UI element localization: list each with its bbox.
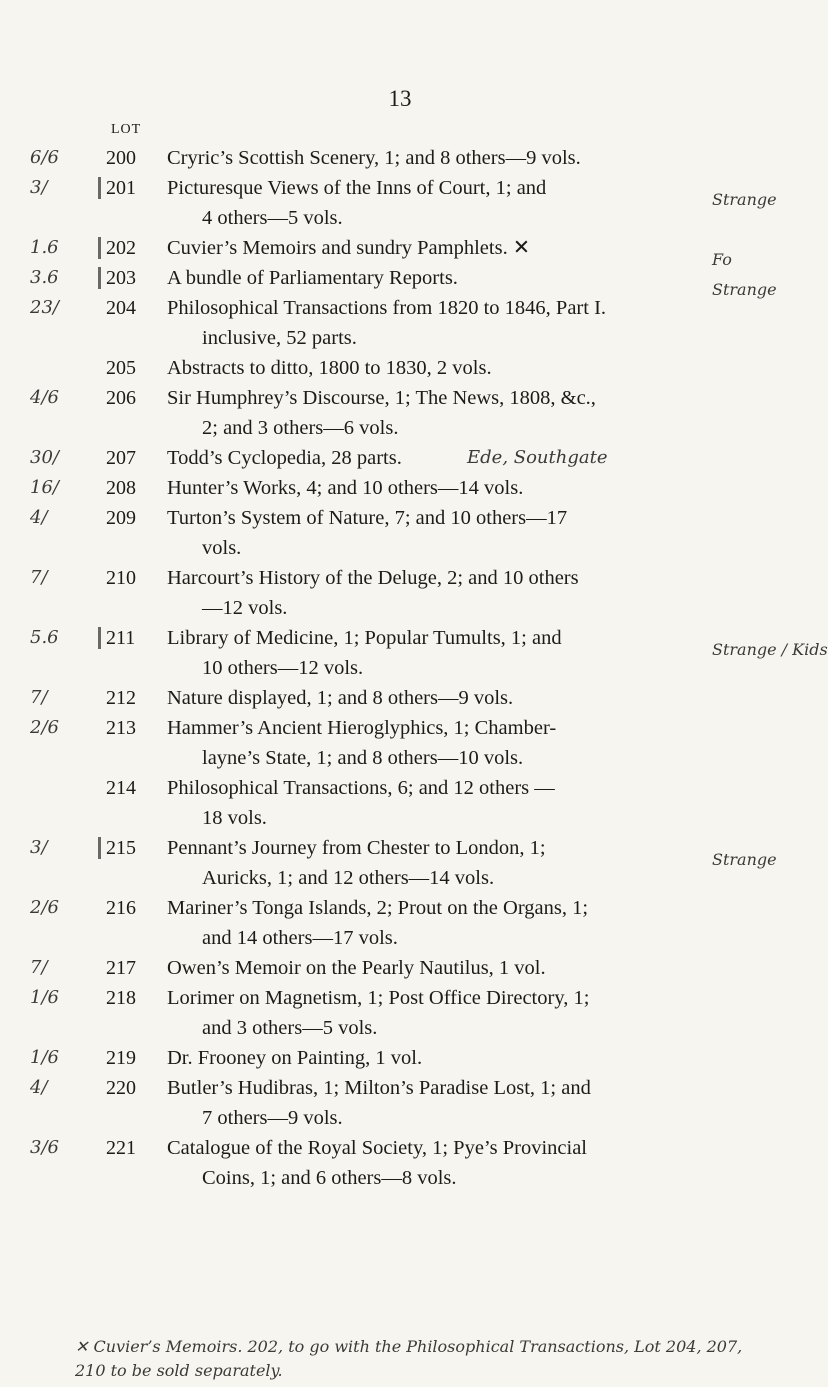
lot-description-line: Todd’s Cyclopedia, 28 parts. — [167, 447, 402, 469]
lot-number: 214 — [106, 777, 136, 799]
lot-description-line: —12 vols. — [202, 597, 288, 619]
lot-description-line: Philosophical Transactions from 1820 to 1846, Part I. — [167, 297, 607, 319]
lot-number: 215 — [106, 837, 136, 859]
lot-description-line: Abstracts to ditto, 1800 to 1830, 2 vols. — [167, 357, 492, 379]
lot-description-line: Owen’s Memoir on the Pearly Nautilus, 1 vol. — [167, 957, 546, 979]
lot-description-line: 7 others—9 vols. — [202, 1107, 343, 1129]
handwritten-price: 16/ — [30, 477, 59, 498]
handwritten-price: 4/ — [30, 507, 48, 528]
page-number: 13 — [388, 86, 412, 111]
lot-description-line: Philosophical Transactions, 6; and 12 others — — [167, 777, 555, 799]
lot-description — [167, 143, 722, 173]
lot-description — [167, 983, 722, 1043]
lot-number: 220 — [106, 1077, 136, 1099]
handwritten-price: 5.6 — [30, 627, 59, 648]
lot-description — [167, 353, 722, 383]
handwritten-price: 3.6 — [30, 267, 59, 288]
handwritten-price: 3/6 — [30, 1137, 59, 1158]
lot-description-line: Dr. Frooney on Painting, 1 vol. — [167, 1047, 423, 1069]
lot-number: 209 — [106, 507, 136, 529]
ink-bracket — [98, 837, 101, 859]
lot-description — [167, 1073, 722, 1133]
lot-description — [167, 833, 722, 893]
ink-bracket — [98, 237, 101, 259]
lot-number: 202 — [106, 237, 136, 259]
lot-description-line: Harcourt’s History of the Deluge, 2; and 10 others — [167, 567, 579, 589]
handwritten-price: 1.6 — [30, 237, 59, 258]
lot-description-line: Auricks, 1; and 12 others—14 vols. — [202, 867, 495, 889]
lot-number: 218 — [106, 987, 136, 1009]
handwritten-price: 1/6 — [30, 987, 59, 1008]
lot-description — [167, 293, 722, 353]
lot-number: 201 — [106, 177, 136, 199]
handwritten-price: 23/ — [30, 297, 59, 318]
lot-number: 203 — [106, 267, 136, 289]
lot-description-line: 18 vols. — [202, 807, 267, 829]
lot-description-line: and 3 others—5 vols. — [202, 1017, 378, 1039]
lot-description-line: Sir Humphrey’s Discourse, 1; The News, 1808, &c., — [167, 387, 596, 409]
lot-description-line: Mariner’s Tonga Islands, 2; Prout on the Organs, 1; — [167, 897, 589, 919]
lot-description-line: Cryric’s Scottish Scenery, 1; and 8 others—9 vols. — [167, 147, 581, 169]
lot-description-line: Library of Medicine, 1; Popular Tumults, 1; and — [167, 627, 562, 649]
handwritten-buyer-name: Fo — [712, 250, 732, 269]
lot-number: 206 — [106, 387, 136, 409]
lot-description — [167, 1133, 722, 1193]
lot-description-line: layne’s State, 1; and 8 others—10 vols. — [202, 747, 524, 769]
lot-description-line: 10 others—12 vols. — [202, 657, 364, 679]
handwritten-price: 3/ — [30, 837, 48, 858]
lot-description-line: A bundle of Parliamentary Reports. — [167, 267, 458, 289]
lot-description-line: Coins, 1; and 6 others—8 vols. — [202, 1167, 457, 1189]
lot-description-line: Catalogue of the Royal Society, 1; Pye’s Provincial — [167, 1137, 587, 1159]
lot-number: 200 — [106, 147, 136, 169]
lot-column-header: LOT — [111, 122, 142, 137]
handwritten-price: 7/ — [30, 957, 48, 978]
lot-description — [167, 443, 722, 473]
lot-number: 205 — [106, 357, 136, 379]
lot-description-line: Pennant’s Journey from Chester to London, 1; — [167, 837, 546, 859]
lot-description — [167, 263, 722, 293]
handwritten-price: 6/6 — [30, 147, 59, 168]
lot-number: 221 — [106, 1137, 136, 1159]
handwritten-price: 4/6 — [30, 387, 59, 408]
lot-number: 208 — [106, 477, 136, 499]
lot-description — [167, 1043, 722, 1073]
lot-number: 207 — [106, 447, 136, 469]
lot-description-line: Lorimer on Magnetism, 1; Post Office Directory, 1; — [167, 987, 590, 1009]
lot-number: 211 — [106, 627, 136, 649]
handwritten-buyer-name: Strange / Kids — [712, 640, 828, 659]
handwritten-price: 2/6 — [30, 717, 59, 738]
lot-description-line: Picturesque Views of the Inns of Court, 1; and — [167, 177, 547, 199]
ink-bracket — [98, 627, 101, 649]
ink-bracket — [98, 267, 101, 289]
lot-description — [167, 893, 722, 953]
lot-description — [167, 953, 722, 983]
lot-description-line: Butler’s Hudibras, 1; Milton’s Paradise Lost, 1; and — [167, 1077, 591, 1099]
lot-description — [167, 563, 722, 623]
lot-description-line: Cuvier’s Memoirs and sundry Pamphlets. ✕ — [167, 237, 530, 259]
handwritten-footer-note: ✕ Cuvier’s Memoirs. 202, to go with the Philosophical Transactions, Lot 204, 207, 210 to be sold separately. — [75, 1337, 743, 1380]
lot-number: 217 — [106, 957, 136, 979]
handwritten-price: 1/6 — [30, 1047, 59, 1068]
lot-number: 204 — [106, 297, 136, 319]
handwritten-buyer-note: Ede, Southgate — [467, 447, 608, 468]
lot-description-line: and 14 others—17 vols. — [202, 927, 398, 949]
handwritten-price: 3/ — [30, 177, 48, 198]
handwritten-price: 30/ — [30, 447, 59, 468]
lot-description — [167, 383, 722, 443]
handwritten-buyer-name: Strange — [712, 280, 777, 299]
handwritten-price: 2/6 — [30, 897, 59, 918]
handwritten-price: 4/ — [30, 1077, 48, 1098]
handwritten-price: 7/ — [30, 687, 48, 708]
ink-bracket — [98, 177, 101, 199]
lot-description-line: Hammer’s Ancient Hieroglyphics, 1; Chamber- — [167, 717, 557, 739]
lot-description-line: inclusive, 52 parts. — [202, 327, 357, 349]
lot-description-line: 2; and 3 others—6 vols. — [202, 417, 399, 439]
lot-description-line: 4 others—5 vols. — [202, 207, 343, 229]
lot-number: 219 — [106, 1047, 136, 1069]
handwritten-buyer-name: Strange — [712, 850, 777, 869]
lot-description — [167, 623, 722, 683]
lot-description-line: Hunter’s Works, 4; and 10 others—14 vols. — [167, 477, 524, 499]
lot-number: 212 — [106, 687, 136, 709]
lot-number: 216 — [106, 897, 136, 919]
lot-description — [167, 713, 722, 773]
lot-description — [167, 473, 722, 503]
lot-description-line: Nature displayed, 1; and 8 others—9 vols. — [167, 687, 514, 709]
lot-number: 213 — [106, 717, 136, 739]
lot-description — [167, 233, 722, 263]
lot-description — [167, 683, 722, 713]
lot-description-line: Turton’s System of Nature, 7; and 10 others—17 — [167, 507, 568, 529]
handwritten-buyer-name: Strange — [712, 190, 777, 209]
lot-description — [167, 773, 722, 833]
lot-number: 210 — [106, 567, 136, 589]
lot-description-line: vols. — [202, 537, 242, 559]
lot-description — [167, 503, 722, 563]
handwritten-price: 7/ — [30, 567, 48, 588]
lot-description — [167, 173, 722, 233]
